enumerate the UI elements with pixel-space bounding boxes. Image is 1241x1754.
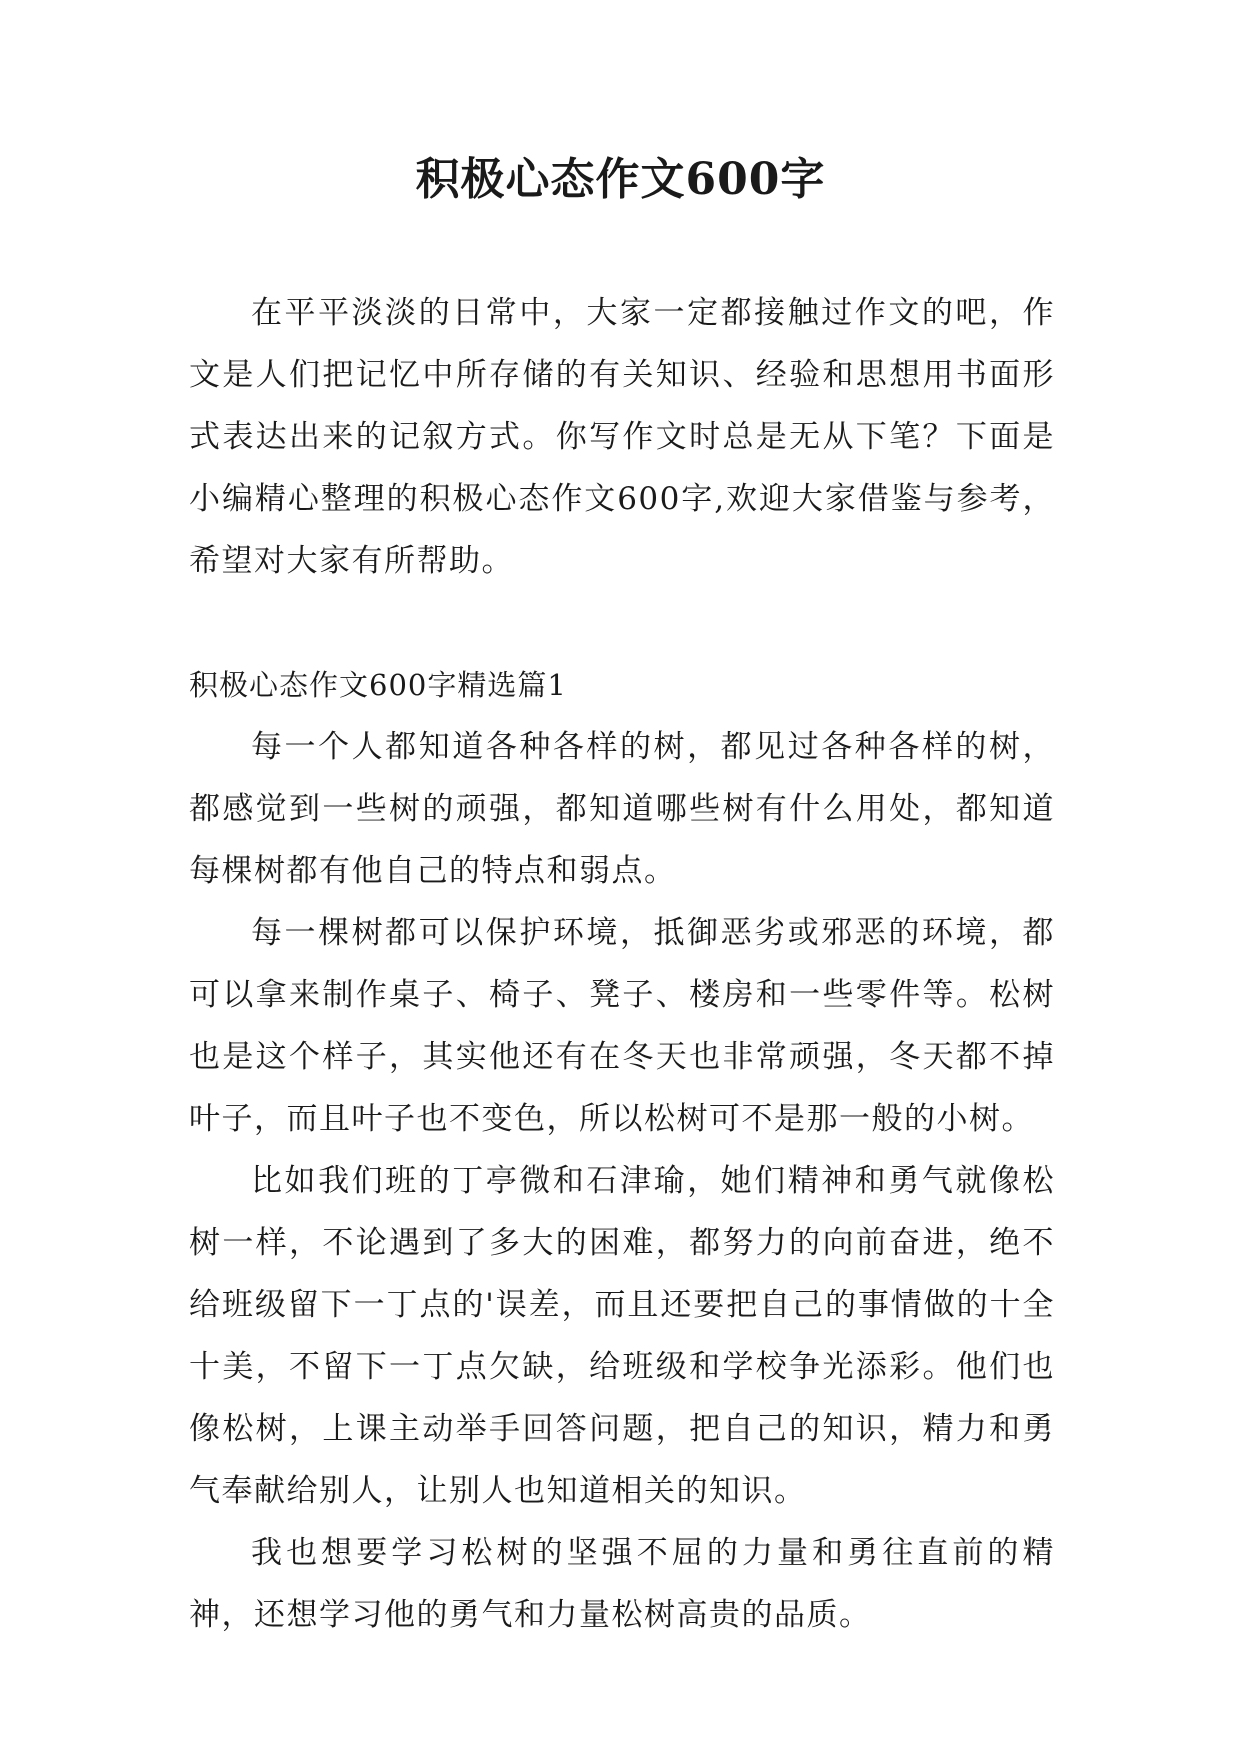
intro-paragraph: 在平平淡淡的日常中，大家一定都接触过作文的吧，作文是人们把记忆中所存储的有关知识、经验和思想用书面形式表达出来的记叙方式。你写作文时总是无从下笔？下面是小编精心整理的积极心态作文600字,欢迎大家借鉴与参考，希望对大家有所帮助。 (189, 295, 1055, 579)
document-body (189, 282, 1055, 1646)
document-title: 积极心态作文600字 (415, 154, 826, 205)
section-heading: 积极心态作文600字精选篇1 (189, 668, 567, 702)
body-paragraph-3: 比如我们班的丁亭微和石津瑜，她们精神和勇气就像松树一样，不论遇到了多大的困难，都努力的向前奋进，绝不给班级留下一丁点的'误差，而且还要把自己的事情做的十全十美，不留下一丁点欠缺，给班级和学校争光添彩。他们也像松树，上课主动举手回答问题，把自己的知识，精力和勇气奉献给别人，让别人也知道相关的知识。 (189, 1163, 1055, 1509)
body-paragraph-1: 每一个人都知道各种各样的树，都见过各种各样的树，都感觉到一些树的顽强，都知道哪些树有什么用处，都知道每棵树都有他自己的特点和弱点。 (189, 729, 1055, 889)
body-paragraph-2: 每一棵树都可以保护环境，抵御恶劣或邪恶的环境，都可以拿来制作桌子、椅子、凳子、楼房和一些零件等。松树也是这个样子，其实他还有在冬天也非常顽强，冬天都不掉叶子，而且叶子也不变色，所以松树可不是那一般的小树。 (189, 915, 1055, 1137)
body-paragraph-4: 我也想要学习松树的坚强不屈的力量和勇往直前的精神，还想学习他的勇气和力量松树高贵的品质。 (189, 1535, 1055, 1633)
